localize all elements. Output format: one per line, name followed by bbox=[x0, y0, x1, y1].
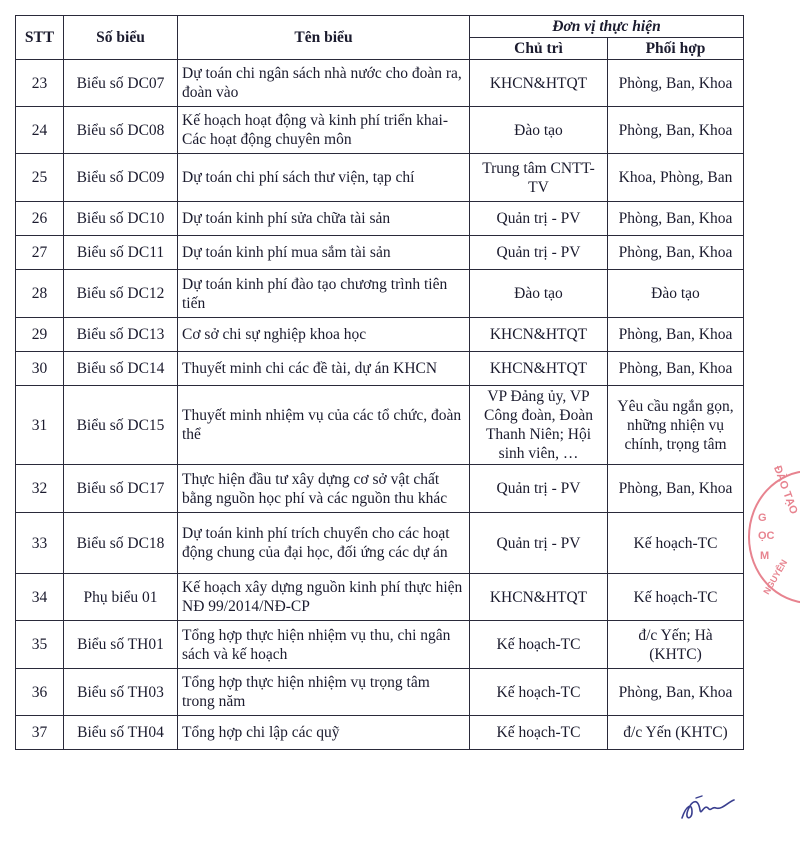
table-row bbox=[16, 270, 744, 318]
table-body bbox=[16, 60, 744, 750]
row-phoi-hop: đ/c Yến (KHTC) bbox=[608, 716, 744, 750]
row-phoi-hop: Phòng, Ban, Khoa bbox=[608, 107, 744, 154]
header-ten-bieu: Tên biểu bbox=[178, 16, 470, 60]
row-stt: 36 bbox=[16, 669, 64, 716]
row-ten-bieu: Thuyết minh chi các đề tài, dự án KHCN bbox=[178, 352, 470, 386]
signature-icon bbox=[678, 792, 738, 826]
row-phoi-hop: Phòng, Ban, Khoa bbox=[608, 352, 744, 386]
row-ten-bieu: Dự toán kinh phí mua sắm tài sản bbox=[178, 236, 470, 270]
table-row bbox=[16, 513, 744, 574]
row-phoi-hop: Yêu cầu ngắn gọn, những nhiện vụ chính, trọng tâm bbox=[608, 386, 744, 465]
row-ten-bieu: Thuyết minh nhiệm vụ của các tổ chức, đoàn thể bbox=[178, 386, 470, 465]
row-so-bieu: Biểu số TH01 bbox=[64, 621, 178, 669]
row-chu-tri: Quản trị - PV bbox=[470, 465, 608, 513]
red-stamp-seal: ĐÀO TẠO G ỌC M NGUYÊN bbox=[748, 470, 800, 604]
row-so-bieu: Biểu số DC08 bbox=[64, 107, 178, 154]
row-phoi-hop: Phòng, Ban, Khoa bbox=[608, 318, 744, 352]
table-row bbox=[16, 574, 744, 621]
header-so-bieu: Số biểu bbox=[64, 16, 178, 60]
row-so-bieu: Biểu số DC09 bbox=[64, 154, 178, 202]
row-chu-tri: Đào tạo bbox=[470, 270, 608, 318]
row-phoi-hop: đ/c Yến; Hà (KHTC) bbox=[608, 621, 744, 669]
row-stt: 35 bbox=[16, 621, 64, 669]
table-row bbox=[16, 107, 744, 154]
row-chu-tri: Trung tâm CNTT-TV bbox=[470, 154, 608, 202]
row-chu-tri: KHCN&HTQT bbox=[470, 318, 608, 352]
row-stt: 29 bbox=[16, 318, 64, 352]
budget-form-table bbox=[15, 15, 744, 750]
row-chu-tri: KHCN&HTQT bbox=[470, 60, 608, 107]
table-row bbox=[16, 202, 744, 236]
table-row bbox=[16, 465, 744, 513]
row-ten-bieu: Dự toán kinh phí sửa chữa tài sản bbox=[178, 202, 470, 236]
row-stt: 26 bbox=[16, 202, 64, 236]
row-chu-tri: Quản trị - PV bbox=[470, 513, 608, 574]
row-chu-tri: Quản trị - PV bbox=[470, 202, 608, 236]
row-ten-bieu: Kế hoạch xây dựng nguồn kinh phí thực hiện NĐ 99/2014/NĐ-CP bbox=[178, 574, 470, 621]
row-ten-bieu: Tổng hợp chi lập các quỹ bbox=[178, 716, 470, 750]
row-phoi-hop: Phòng, Ban, Khoa bbox=[608, 60, 744, 107]
row-so-bieu: Biểu số DC13 bbox=[64, 318, 178, 352]
table-row bbox=[16, 236, 744, 270]
table-row bbox=[16, 386, 744, 465]
row-stt: 33 bbox=[16, 513, 64, 574]
table-row bbox=[16, 621, 744, 669]
row-chu-tri: Kế hoạch-TC bbox=[470, 669, 608, 716]
row-ten-bieu: Tổng hợp thực hiện nhiệm vụ trọng tâm trong năm bbox=[178, 669, 470, 716]
row-chu-tri: KHCN&HTQT bbox=[470, 574, 608, 621]
row-chu-tri: VP Đảng ủy, VP Công đoàn, Đoàn Thanh Niên; Hội sinh viên, … bbox=[470, 386, 608, 465]
row-so-bieu: Biểu số DC18 bbox=[64, 513, 178, 574]
header-phoi-hop: Phối hợp bbox=[608, 38, 744, 60]
row-so-bieu: Biểu số TH03 bbox=[64, 669, 178, 716]
row-chu-tri: Đào tạo bbox=[470, 107, 608, 154]
row-stt: 34 bbox=[16, 574, 64, 621]
row-so-bieu: Biểu số TH04 bbox=[64, 716, 178, 750]
row-ten-bieu: Dự toán chi ngân sách nhà nước cho đoàn ra, đoàn vào bbox=[178, 60, 470, 107]
row-chu-tri: Quản trị - PV bbox=[470, 236, 608, 270]
header-chu-tri: Chủ trì bbox=[470, 38, 608, 60]
row-chu-tri: KHCN&HTQT bbox=[470, 352, 608, 386]
row-stt: 30 bbox=[16, 352, 64, 386]
row-ten-bieu: Tổng hợp thực hiện nhiệm vụ thu, chi ngân sách và kế hoạch bbox=[178, 621, 470, 669]
row-phoi-hop: Kế hoạch-TC bbox=[608, 574, 744, 621]
row-phoi-hop: Phòng, Ban, Khoa bbox=[608, 669, 744, 716]
row-ten-bieu: Dự toán kinh phí đào tạo chương trình tiên tiến bbox=[178, 270, 470, 318]
row-phoi-hop: Phòng, Ban, Khoa bbox=[608, 202, 744, 236]
row-ten-bieu: Dự toán kinh phí trích chuyển cho các hoạt động chung của đại học, đối ứng các dự án bbox=[178, 513, 470, 574]
row-stt: 31 bbox=[16, 386, 64, 465]
header-stt: STT bbox=[16, 16, 64, 60]
row-phoi-hop: Đào tạo bbox=[608, 270, 744, 318]
table-row bbox=[16, 669, 744, 716]
row-so-bieu: Biểu số DC11 bbox=[64, 236, 178, 270]
row-ten-bieu: Dự toán chi phí sách thư viện, tạp chí bbox=[178, 154, 470, 202]
row-ten-bieu: Kế hoạch hoạt động và kinh phí triển khai- Các hoạt động chuyên môn bbox=[178, 107, 470, 154]
table-row bbox=[16, 60, 744, 107]
row-phoi-hop: Phòng, Ban, Khoa bbox=[608, 236, 744, 270]
table-row bbox=[16, 352, 744, 386]
row-so-bieu: Biểu số DC07 bbox=[64, 60, 178, 107]
row-chu-tri: Kế hoạch-TC bbox=[470, 621, 608, 669]
row-ten-bieu: Cơ sở chi sự nghiệp khoa học bbox=[178, 318, 470, 352]
row-stt: 25 bbox=[16, 154, 64, 202]
row-stt: 28 bbox=[16, 270, 64, 318]
row-stt: 32 bbox=[16, 465, 64, 513]
row-so-bieu: Biểu số DC12 bbox=[64, 270, 178, 318]
table-row bbox=[16, 154, 744, 202]
row-stt: 27 bbox=[16, 236, 64, 270]
table-row bbox=[16, 318, 744, 352]
row-stt: 23 bbox=[16, 60, 64, 107]
row-so-bieu: Biểu số DC15 bbox=[64, 386, 178, 465]
row-so-bieu: Biểu số DC10 bbox=[64, 202, 178, 236]
row-so-bieu: Phụ biểu 01 bbox=[64, 574, 178, 621]
row-so-bieu: Biểu số DC17 bbox=[64, 465, 178, 513]
row-phoi-hop: Phòng, Ban, Khoa bbox=[608, 465, 744, 513]
row-phoi-hop: Khoa, Phòng, Ban bbox=[608, 154, 744, 202]
row-chu-tri: Kế hoạch-TC bbox=[470, 716, 608, 750]
row-stt: 37 bbox=[16, 716, 64, 750]
header-don-vi: Đơn vị thực hiện bbox=[470, 16, 744, 38]
row-so-bieu: Biểu số DC14 bbox=[64, 352, 178, 386]
row-phoi-hop: Kế hoạch-TC bbox=[608, 513, 744, 574]
table-row bbox=[16, 716, 744, 750]
row-stt: 24 bbox=[16, 107, 64, 154]
row-ten-bieu: Thực hiện đầu tư xây dựng cơ sở vật chất bằng nguồn học phí và các nguồn thu khác bbox=[178, 465, 470, 513]
